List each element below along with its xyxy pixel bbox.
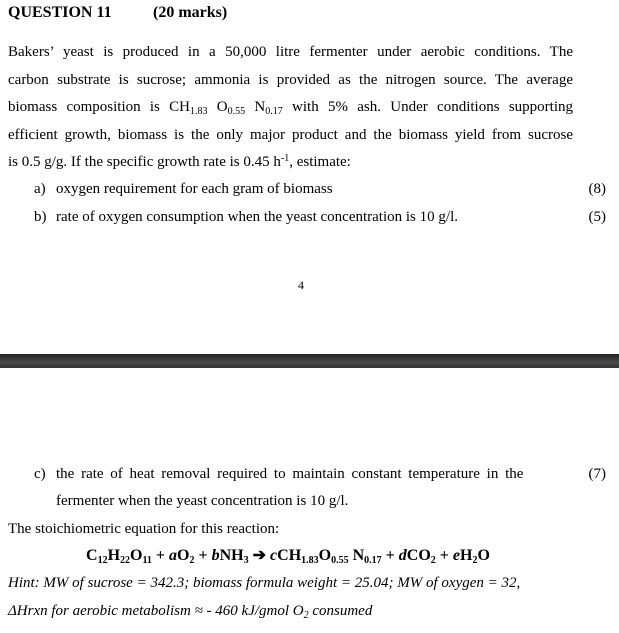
text-segment: + bbox=[151, 547, 170, 564]
text-segment: O bbox=[207, 99, 228, 115]
text-segment: H bbox=[107, 547, 121, 564]
text-segment: b bbox=[211, 547, 220, 564]
text-segment: N bbox=[245, 99, 266, 115]
text-segment: O bbox=[177, 547, 190, 564]
text-segment: Bakers’ yeast is produced in a 50,000 litre fermenter under aerobic conditions. The bbox=[8, 44, 573, 60]
text-segment: e bbox=[452, 547, 461, 564]
text-segment: 0.55 bbox=[331, 555, 349, 566]
text-segment: d bbox=[398, 547, 407, 564]
text-segment: 2 bbox=[472, 555, 478, 566]
text-segment: with 5% ash. Under conditions supporting bbox=[282, 99, 573, 115]
text-segment: 22 bbox=[120, 555, 131, 566]
paragraph-line bbox=[8, 71, 573, 89]
part-b-marks: (5) bbox=[588, 209, 606, 225]
text-segment: + bbox=[381, 547, 399, 564]
text-segment: 2 bbox=[303, 610, 309, 621]
stoichiometric-equation bbox=[86, 547, 490, 565]
text-segment: + bbox=[194, 547, 212, 564]
hint-line bbox=[8, 602, 372, 620]
part-c-line1: the rate of heat removal required to maintain constant temperature in the bbox=[56, 466, 524, 482]
part-a-label: a) bbox=[34, 181, 46, 197]
text-segment: is 0.5 g/g. If the specific growth rate is 0.45 h bbox=[8, 154, 281, 170]
text-segment: 1.83 bbox=[190, 106, 208, 117]
part-c-marks: (7) bbox=[588, 466, 606, 482]
text-segment: ΔHrxn for aerobic metabolism ≈ - 460 kJ/gmol O bbox=[8, 603, 304, 619]
text-segment: 2 bbox=[430, 555, 436, 566]
part-b-label: b) bbox=[34, 209, 47, 225]
text-segment: CO bbox=[406, 547, 431, 564]
text-segment: 3 bbox=[243, 555, 249, 566]
text-segment: 11 bbox=[142, 555, 152, 566]
text-segment: 0.55 bbox=[227, 106, 246, 117]
stoich-intro: The stoichiometric equation for this reaction: bbox=[8, 521, 280, 537]
part-a-marks: (8) bbox=[588, 181, 606, 197]
question-marks: (20 marks) bbox=[153, 4, 228, 21]
text-segment: O bbox=[477, 547, 490, 564]
text-segment: ➔ bbox=[248, 547, 271, 564]
text-segment: NH bbox=[219, 547, 244, 564]
hint-line bbox=[8, 574, 520, 592]
paragraph-line bbox=[8, 98, 573, 116]
text-segment: consumed bbox=[308, 603, 373, 619]
text-segment: 12 bbox=[97, 555, 108, 566]
page-number: 4 bbox=[298, 278, 304, 292]
part-b-text: rate of oxygen consumption when the yeast concentration is 10 g/l. bbox=[56, 209, 458, 225]
text-segment: -1 bbox=[280, 153, 290, 164]
paragraph-line bbox=[8, 126, 573, 144]
text-segment: + bbox=[435, 547, 453, 564]
part-c-line2: fermenter when the yeast concentration is 10 g/l. bbox=[56, 493, 349, 509]
part-a-text: oxygen requirement for each gram of biomass bbox=[56, 181, 333, 197]
paragraph-line bbox=[8, 153, 573, 171]
text-segment: O bbox=[130, 547, 143, 564]
text-segment: N bbox=[348, 547, 365, 564]
text-segment: efficient growth, biomass is the only major product and the biomass yield from sucrose bbox=[8, 127, 573, 143]
text-segment: , estimate: bbox=[289, 154, 351, 170]
question-number: QUESTION 11 bbox=[8, 4, 112, 21]
text-segment: 0.17 bbox=[364, 555, 382, 566]
text-segment: 2 bbox=[189, 555, 195, 566]
page-divider bbox=[0, 354, 619, 368]
text-segment: O bbox=[318, 547, 332, 564]
text-segment: CH bbox=[277, 547, 302, 564]
text-segment: carbon substrate is sucrose; ammonia is provided as the nitrogen source. The average bbox=[8, 72, 573, 88]
text-segment: 0.17 bbox=[265, 106, 283, 117]
text-segment: c bbox=[270, 547, 278, 564]
text-segment: H bbox=[460, 547, 473, 564]
part-c-label: c) bbox=[34, 466, 46, 482]
text-segment: biomass composition is CH bbox=[8, 99, 191, 115]
paragraph-line bbox=[8, 43, 573, 61]
text-segment: 1.83 bbox=[301, 555, 319, 566]
text-segment: a bbox=[169, 547, 178, 564]
text-segment: C bbox=[86, 547, 98, 564]
text-segment: Hint: MW of sucrose = 342.3; biomass formula weight = 25.04; MW of oxygen = 32, bbox=[8, 575, 521, 591]
